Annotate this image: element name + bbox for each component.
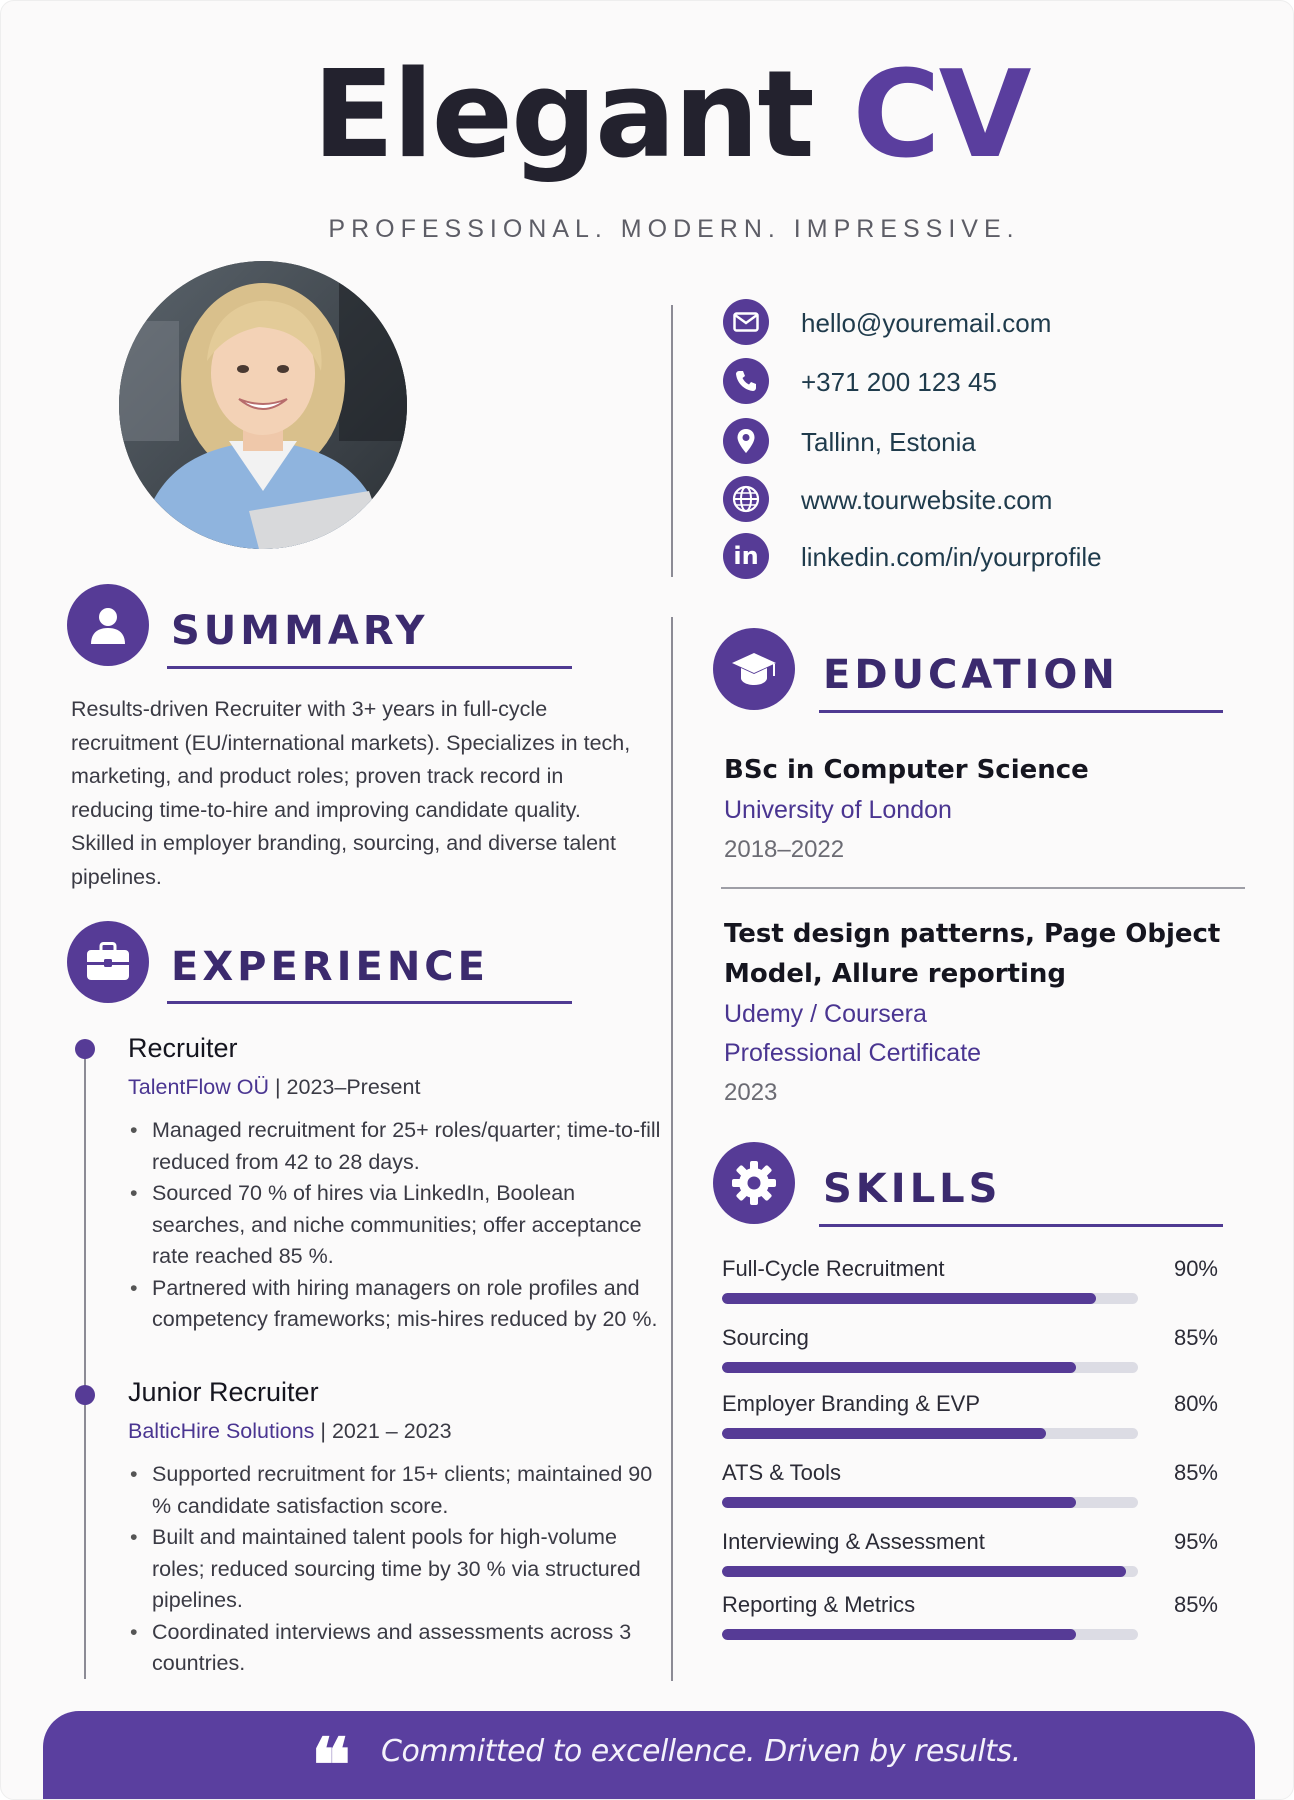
education-credential: Professional Certificate xyxy=(724,1039,982,1067)
skill-bar-fill xyxy=(722,1428,1046,1439)
skill-bar-track xyxy=(722,1566,1138,1577)
education-divider xyxy=(721,887,1245,889)
skill-percent: 85% xyxy=(1173,1592,1218,1617)
job-period: | 2023–Present xyxy=(274,1075,421,1099)
experience-timeline xyxy=(84,1049,86,1679)
skill-name: ATS & Tools xyxy=(722,1460,842,1485)
skill-percent: 85% xyxy=(1173,1325,1218,1350)
skills-heading: SKILLS xyxy=(823,1166,1002,1212)
envelope-icon xyxy=(723,299,769,345)
list-item: • Coordinated interviews and assessments across 3 countries. xyxy=(128,1617,668,1680)
job-title: Recruiter xyxy=(128,1033,238,1063)
timeline-dot xyxy=(75,1039,95,1059)
list-item: • Sourced 70 % of hires via LinkedIn, Boolean searches, and niche communities; offer acceptance rate reached 85 %. xyxy=(128,1178,668,1273)
skill-bar-fill xyxy=(722,1629,1076,1640)
quote-icon: ❝ xyxy=(311,1723,351,1800)
education-year: 2018–2022 xyxy=(724,836,845,863)
skill-bar-track xyxy=(722,1497,1138,1508)
education-rule xyxy=(819,710,1223,713)
cv-title xyxy=(1,46,1294,185)
skill-bar-fill xyxy=(722,1293,1096,1304)
timeline-dot xyxy=(75,1385,95,1405)
user-icon xyxy=(67,584,149,666)
skill-bar-fill xyxy=(722,1497,1076,1508)
skill-bar-track xyxy=(722,1362,1138,1373)
skill-name: Employer Branding & EVP xyxy=(722,1391,981,1416)
skill-bar-track xyxy=(722,1428,1138,1439)
job-company: BalticHire Solutions xyxy=(128,1419,315,1443)
skill-name: Full-Cycle Recruitment xyxy=(722,1256,945,1281)
cv-tagline: PROFESSIONAL. MODERN. IMPRESSIVE. xyxy=(328,215,1020,243)
job-title: Junior Recruiter xyxy=(128,1377,319,1407)
skills-rule xyxy=(819,1224,1223,1227)
cv-title-main: Elegant xyxy=(312,46,813,185)
job-meta xyxy=(128,1421,452,1443)
skill-name: Sourcing xyxy=(722,1325,809,1350)
job-company: TalentFlow OÜ xyxy=(128,1075,269,1099)
skill-bar-track xyxy=(722,1293,1138,1304)
contact-email[interactable]: hello@youremail.com xyxy=(801,308,1052,338)
phone-icon xyxy=(723,358,769,404)
education-degree: Test design patterns, Page Object Model, Allure reporting xyxy=(724,919,1221,989)
job-period: | 2021 – 2023 xyxy=(320,1419,452,1443)
profile-photo xyxy=(119,261,407,549)
contact-linkedin[interactable]: linkedin.com/in/yourprofile xyxy=(801,542,1102,572)
skill-percent: 95% xyxy=(1173,1529,1218,1554)
education-institution: Udemy / Coursera xyxy=(724,1000,927,1028)
summary-text: Results-driven Recruiter with 3+ years in full-cycle recruitment (EU/international markets). Specializes in tech, marketing, and product roles; proven track record in reducing time-to-hire and improving candidate quality. Skilled in employer branding, sourcing, and diverse talent pipelines. xyxy=(71,697,631,889)
experience-heading: EXPERIENCE xyxy=(171,944,489,990)
briefcase-icon xyxy=(67,921,149,1003)
education-degree: BSc in Computer Science xyxy=(724,755,1089,785)
linkedin-icon: in xyxy=(723,533,769,579)
profile-photo-illustration xyxy=(119,261,407,549)
skill-percent: 90% xyxy=(1173,1256,1218,1281)
footer-quote: Committed to excellence. Driven by results. xyxy=(381,1734,1021,1769)
location-pin-icon xyxy=(723,418,769,464)
gear-icon xyxy=(713,1142,795,1224)
list-item: • Managed recruitment for 25+ roles/quarter; time-to-fill reduced from 42 to 28 days. xyxy=(128,1115,668,1178)
skill-name: Interviewing & Assessment xyxy=(722,1529,985,1554)
contact-phone[interactable]: +371 200 123 45 xyxy=(801,367,997,397)
skill-bar-fill xyxy=(722,1362,1076,1373)
job-bullets xyxy=(128,1459,668,1680)
cv-title-accent: CV xyxy=(852,46,1030,185)
job-meta xyxy=(128,1077,420,1099)
contact-location: Tallinn, Estonia xyxy=(801,427,976,457)
experience-rule xyxy=(167,1001,572,1004)
summary-rule xyxy=(167,666,572,669)
column-divider-top xyxy=(671,305,673,577)
summary-heading: SUMMARY xyxy=(171,608,429,654)
globe-icon xyxy=(723,476,769,522)
skill-name: Reporting & Metrics xyxy=(722,1592,916,1617)
list-item: • Partnered with hiring managers on role profiles and competency frameworks; mis-hires reduced by 20 %. xyxy=(128,1273,668,1336)
contact-website[interactable]: www.tourwebsite.com xyxy=(801,485,1053,515)
graduation-cap-icon xyxy=(713,628,795,710)
list-item: • Supported recruitment for 15+ clients; maintained 90 % candidate satisfaction score. xyxy=(128,1459,668,1522)
job-bullets xyxy=(128,1115,668,1336)
column-divider-main xyxy=(671,617,673,1681)
list-item: • Built and maintained talent pools for high-volume roles; reduced sourcing time by 30 % via structured pipelines. xyxy=(128,1522,668,1617)
education-heading: EDUCATION xyxy=(823,652,1119,698)
skill-percent: 80% xyxy=(1173,1391,1218,1416)
skill-bar-track xyxy=(722,1629,1138,1640)
education-institution: University of London xyxy=(724,796,952,824)
education-year: 2023 xyxy=(724,1079,778,1106)
skill-percent: 85% xyxy=(1173,1460,1218,1485)
skill-bar-fill xyxy=(722,1566,1126,1577)
